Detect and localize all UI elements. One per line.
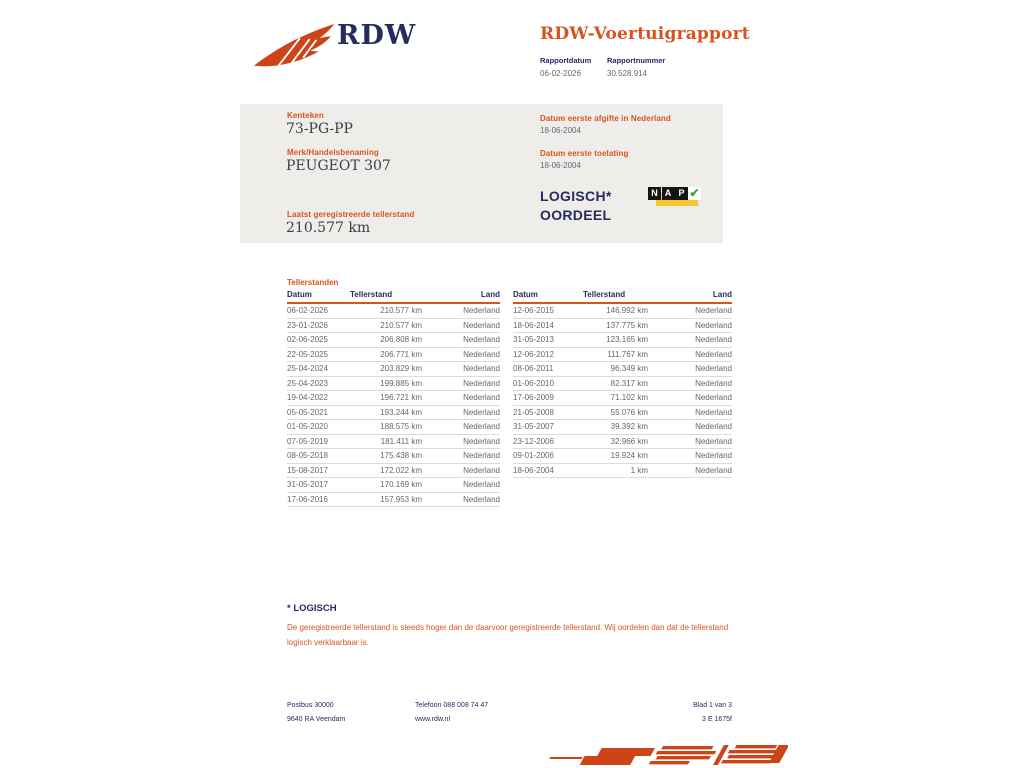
cell-tellerstand: 210.577 km bbox=[380, 306, 422, 316]
cell-tellerstand: 196.721 km bbox=[380, 393, 422, 403]
cell-datum: 06-02-2026 bbox=[287, 306, 328, 316]
cell-tellerstand: 19.924 km bbox=[610, 451, 648, 461]
cell-land: Nederland bbox=[695, 422, 732, 432]
report-number-block bbox=[607, 56, 665, 78]
cell-land: Nederland bbox=[463, 422, 500, 432]
cell-land: Nederland bbox=[695, 364, 732, 374]
cell-land: Nederland bbox=[463, 480, 500, 490]
footer-page-number: Blad 1 van 3 bbox=[693, 702, 732, 709]
cell-tellerstand: 199.885 km bbox=[380, 378, 422, 388]
cell-datum: 01-06-2010 bbox=[513, 378, 554, 388]
cell-land: Nederland bbox=[463, 306, 500, 316]
footer-website: www.rdw.nl bbox=[415, 716, 451, 723]
report-number-label: Rapportnummer bbox=[607, 56, 666, 65]
cell-tellerstand: 175.438 km bbox=[380, 451, 422, 461]
cell-tellerstand: 55.076 km bbox=[610, 407, 648, 417]
col-header-tellerstand: Tellerstand bbox=[583, 290, 626, 299]
cell-tellerstand: 32.966 km bbox=[610, 436, 648, 446]
footer-address-line1: Postbus 30000 bbox=[287, 702, 334, 709]
table-row bbox=[513, 464, 732, 479]
table-row bbox=[513, 377, 732, 392]
cell-land: Nederland bbox=[695, 335, 732, 345]
toelating-value: 18-06-2004 bbox=[540, 161, 581, 170]
table-row bbox=[513, 362, 732, 377]
cell-land: Nederland bbox=[463, 494, 500, 504]
cell-tellerstand: 96.349 km bbox=[610, 364, 648, 374]
merk-value: PEUGEOT 307 bbox=[286, 158, 391, 174]
oordeel-text: LOGISCH* OORDEEL bbox=[540, 188, 612, 223]
cell-land: Nederland bbox=[463, 364, 500, 374]
toelating-label: Datum eerste toelating bbox=[540, 149, 629, 158]
footer-phone: Telefoon 088 008 74 47 bbox=[415, 702, 489, 709]
cell-land: Nederland bbox=[463, 335, 500, 345]
table-row bbox=[287, 406, 500, 421]
table-row bbox=[513, 406, 732, 421]
cell-land: Nederland bbox=[695, 306, 732, 316]
report-date-value: 06-02-2026 bbox=[540, 69, 581, 78]
footer-address-line2: 9640 RA Veendam bbox=[287, 716, 346, 723]
report-date-block bbox=[540, 56, 591, 78]
table-body bbox=[287, 304, 500, 507]
cell-tellerstand: 1 km bbox=[630, 465, 648, 475]
cell-tellerstand: 111.767 km bbox=[607, 349, 648, 359]
meter-table-left bbox=[287, 290, 500, 507]
cell-land: Nederland bbox=[695, 451, 732, 461]
cell-datum: 01-05-2020 bbox=[287, 422, 328, 432]
cell-tellerstand: 71.102 km bbox=[610, 393, 648, 403]
cell-datum: 19-04-2022 bbox=[287, 393, 328, 403]
cell-datum: 25-04-2024 bbox=[287, 364, 328, 374]
table-row bbox=[513, 319, 732, 334]
col-header-land: Land bbox=[712, 290, 732, 299]
cell-datum: 25-04-2023 bbox=[287, 378, 328, 388]
cell-datum: 23-12-2006 bbox=[513, 436, 554, 446]
cell-datum: 21-05-2008 bbox=[513, 407, 554, 417]
kenteken-label: Kenteken bbox=[287, 111, 324, 120]
table-row bbox=[513, 420, 732, 435]
cell-tellerstand: 188.575 km bbox=[380, 422, 422, 432]
cell-land: Nederland bbox=[463, 320, 500, 330]
tellerstand-label: Laatst geregistreerde tellerstand bbox=[287, 210, 415, 219]
col-header-datum: Datum bbox=[513, 290, 538, 299]
table-row bbox=[287, 304, 500, 319]
merk-label: Merk/Handelsbenaming bbox=[287, 148, 379, 157]
table-row bbox=[287, 478, 500, 493]
afgifte-value: 18-06-2004 bbox=[540, 126, 581, 135]
meter-table-right bbox=[513, 290, 732, 478]
cell-land: Nederland bbox=[695, 465, 732, 475]
cell-datum: 08-05-2018 bbox=[287, 451, 328, 461]
cell-tellerstand: 146.992 km bbox=[606, 306, 648, 316]
table-header bbox=[287, 290, 500, 304]
col-header-land: Land bbox=[480, 290, 500, 299]
cell-land: Nederland bbox=[463, 393, 500, 403]
cell-land: Nederland bbox=[463, 349, 500, 359]
table-row bbox=[287, 391, 500, 406]
cell-tellerstand: 137.775 km bbox=[606, 320, 648, 330]
cell-datum: 15-08-2017 bbox=[287, 465, 328, 475]
cell-tellerstand: 203.829 km bbox=[380, 364, 422, 374]
tellerstand-value: 210.577 km bbox=[286, 220, 371, 236]
logisch-footnote-text: De geregistreerde tellerstand is steeds hoger dan de daarvoor geregistreerde tellerstand. Wij oordelen dan dat de tellerstand logisch verklaarbaar is. bbox=[287, 623, 729, 647]
tellerstanden-section-title: Tellerstanden bbox=[287, 278, 339, 287]
cell-datum: 09-01-2006 bbox=[513, 451, 554, 461]
col-header-datum: Datum bbox=[287, 290, 312, 299]
table-row bbox=[513, 435, 732, 450]
cell-tellerstand: 82.317 km bbox=[610, 378, 648, 388]
cell-land: Nederland bbox=[695, 349, 732, 359]
cell-datum: 18-06-2014 bbox=[513, 320, 554, 330]
cell-tellerstand: 157.953 km bbox=[380, 494, 422, 504]
footer-doc-code: 3 E 1675f bbox=[702, 716, 732, 723]
cell-land: Nederland bbox=[463, 465, 500, 475]
table-row bbox=[287, 435, 500, 450]
kenteken-value: 73-PG-PP bbox=[286, 121, 353, 137]
table-row bbox=[513, 333, 732, 348]
table-row bbox=[287, 319, 500, 334]
cell-datum: 23-01-2026 bbox=[287, 320, 328, 330]
rdw-logo-swoosh-icon bbox=[254, 24, 336, 70]
table-body bbox=[513, 304, 732, 478]
cell-datum: 12-06-2015 bbox=[513, 306, 554, 316]
cell-land: Nederland bbox=[463, 407, 500, 417]
table-row bbox=[513, 304, 732, 319]
logisch-footnote-heading: * LOGISCH bbox=[287, 603, 337, 614]
cell-datum: 17-06-2016 bbox=[287, 494, 328, 504]
cell-datum: 17-06-2009 bbox=[513, 393, 554, 403]
nap-logo-icon bbox=[648, 184, 700, 212]
cell-land: Nederland bbox=[695, 378, 732, 388]
table-row bbox=[287, 449, 500, 464]
afgifte-label: Datum eerste afgifte in Nederland bbox=[540, 114, 671, 123]
table-row bbox=[287, 362, 500, 377]
table-row bbox=[287, 464, 500, 479]
report-title: RDW-Voertuigrapport bbox=[540, 24, 750, 44]
rdw-stripe-art-icon bbox=[546, 742, 788, 768]
cell-land: Nederland bbox=[695, 436, 732, 446]
cell-land: Nederland bbox=[463, 451, 500, 461]
nap-checkmark-icon: ✔ bbox=[689, 186, 700, 200]
cell-tellerstand: 210.577 km bbox=[380, 320, 422, 330]
cell-land: Nederland bbox=[695, 320, 732, 330]
cell-datum: 08-06-2011 bbox=[513, 364, 554, 374]
cell-land: Nederland bbox=[695, 393, 732, 403]
table-row bbox=[513, 348, 732, 363]
table-row bbox=[287, 420, 500, 435]
cell-tellerstand: 193.244 km bbox=[380, 407, 422, 417]
cell-tellerstand: 170.169 km bbox=[380, 480, 422, 490]
table-row bbox=[513, 449, 732, 464]
nap-letter-p: P bbox=[675, 187, 688, 200]
table-row bbox=[287, 333, 500, 348]
table-row bbox=[287, 348, 500, 363]
cell-land: Nederland bbox=[463, 436, 500, 446]
cell-datum: 02-06-2025 bbox=[287, 335, 328, 345]
cell-land: Nederland bbox=[463, 378, 500, 388]
col-header-tellerstand: Tellerstand bbox=[350, 290, 393, 299]
cell-datum: 31-05-2007 bbox=[513, 422, 554, 432]
cell-datum: 31-05-2017 bbox=[287, 480, 328, 490]
cell-tellerstand: 206.771 km bbox=[380, 349, 422, 359]
cell-land: Nederland bbox=[695, 407, 732, 417]
cell-tellerstand: 123.165 km bbox=[606, 335, 648, 345]
cell-tellerstand: 206.808 km bbox=[380, 335, 422, 345]
table-header bbox=[513, 290, 732, 304]
cell-datum: 12-06-2012 bbox=[513, 349, 554, 359]
cell-datum: 22-05-2025 bbox=[287, 349, 328, 359]
cell-tellerstand: 181.411 km bbox=[380, 436, 422, 446]
cell-tellerstand: 172.022 km bbox=[380, 465, 422, 475]
cell-datum: 31-05-2013 bbox=[513, 335, 554, 345]
report-date-label: Rapportdatum bbox=[540, 56, 592, 65]
report-number-value: 30.528.914 bbox=[607, 69, 648, 78]
cell-datum: 07-05-2019 bbox=[287, 436, 328, 446]
cell-tellerstand: 39.392 km bbox=[610, 422, 648, 432]
table-row bbox=[513, 391, 732, 406]
nap-letter-n: N bbox=[648, 187, 661, 200]
table-row bbox=[287, 377, 500, 392]
cell-datum: 18-06-2004 bbox=[513, 465, 554, 475]
cell-datum: 05-05-2021 bbox=[287, 407, 328, 417]
table-row bbox=[287, 493, 500, 508]
rdw-logo-text: RDW bbox=[337, 20, 417, 51]
nap-letter-a: A bbox=[662, 187, 675, 200]
